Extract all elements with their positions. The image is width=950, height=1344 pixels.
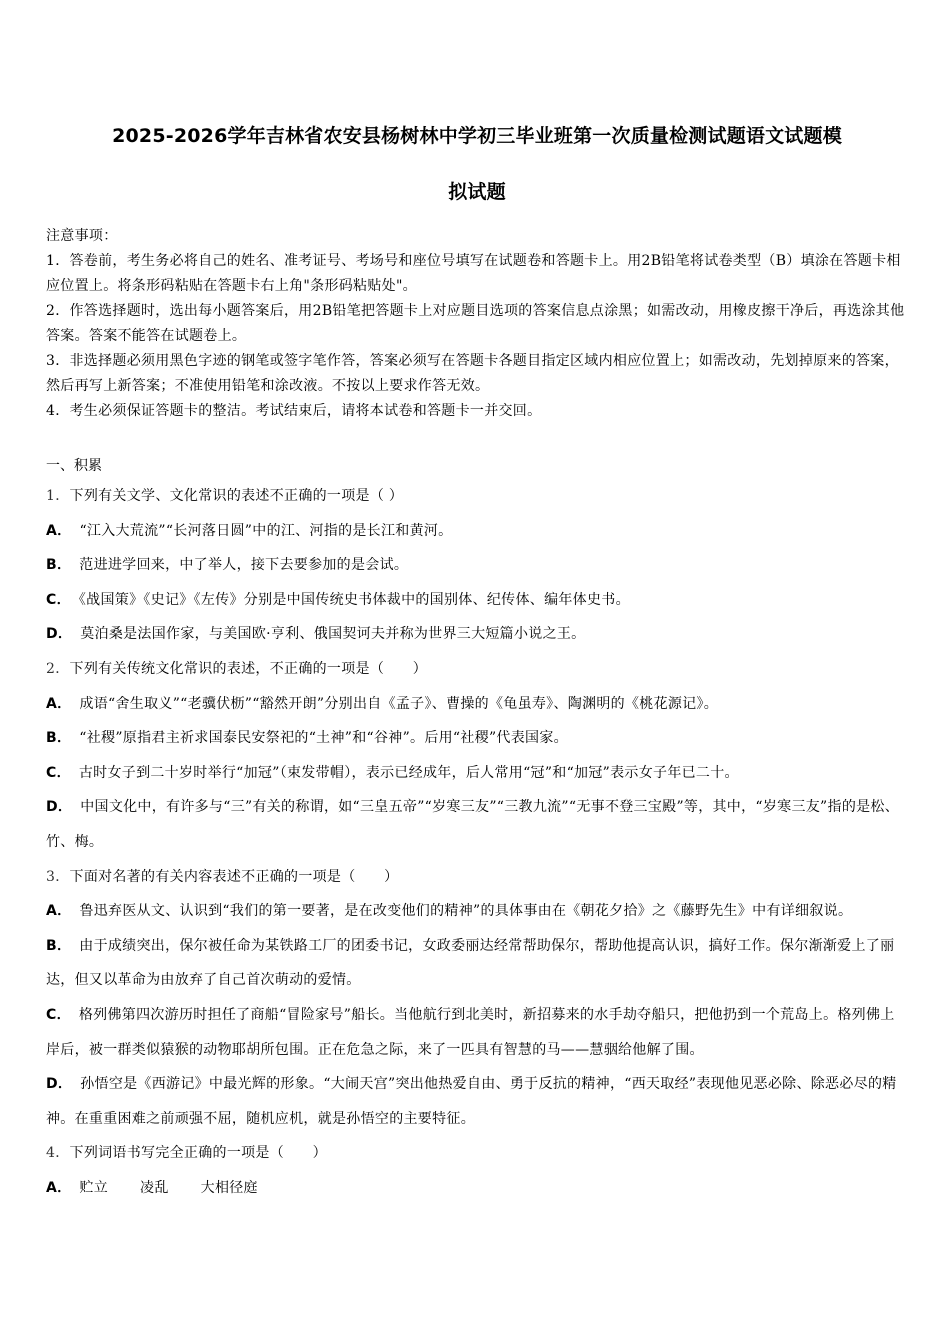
question-number: 1． [46,488,70,504]
question-stem [46,652,908,687]
option-word-3: 大相径庭 [200,1179,258,1196]
option-word-2: 凌乱 [140,1179,169,1196]
option-text: 莫泊桑是法国作家，与美国欧·亨利、俄国契诃夫并称为世界三大短篇小说之王。 [80,626,586,643]
exam-page [46,0,908,1205]
notice-item-3: 3．非选择题必须用黑色字迹的钢笔或签字笔作答，答案必须写在答题卡各题目指定区域内相应位置上；如需改动，先划掉原来的答案，然后再写上新答案；不准使用铅笔和涂改液。不按以上要求作答无效。 [46,353,899,394]
option-a [46,687,908,722]
question-stem [46,860,908,895]
notice-item-1: 1．答卷前，考生务必将自己的姓名、准考证号、考场号和座位号填写在试题卷和答题卡上。用2B铅笔将试卷类型（B）填涂在答题卡相应位置上。将条形码粘贴在答题卡右上角"条形码粘贴处"。 [46,253,901,294]
option-letter: D． [46,626,73,643]
section-heading: 一、积累 [46,458,102,474]
option-text: 成语“舍生取义”“老骥伏枥”“豁然开朗”分别出自《孟子》、曹操的《龟虽寿》、陶渊明的《桃花源记》。 [79,695,719,712]
question-4 [46,1136,908,1205]
option-letter: A． [46,522,72,539]
option-letter: D． [46,1076,73,1093]
option-text: 古时女子到二十岁时举行“加冠”（束发带帽），表示已经成年，后人常用“冠”和“加冠”表示女子年已二十。 [78,764,739,781]
title-line-2: 拟试题 [448,181,506,203]
option-d [46,617,908,652]
question-1 [46,479,908,652]
question-3 [46,860,908,1137]
option-d [46,1067,908,1136]
question-number: 3． [46,868,70,885]
option-text: 孙悟空是《西游记》中最光辉的形象。“大闹天宫”突出他热爱自由、勇于反抗的精神，“西天取经”表现他见恶必除、除恶必尽的精神。在重重困难之前顽强不屈，随机应机，就是孙悟空的主要特征。 [46,1076,897,1127]
document-title [46,0,908,220]
option-a [46,894,908,929]
question-number: 2． [46,660,70,677]
option-b [46,548,908,583]
option-text: “江入大荒流”“长河落日圆”中的江、河指的是长江和黄河。 [79,522,453,539]
option-letter: A． [46,1179,72,1196]
option-letter: D． [46,799,73,816]
option-b [46,929,908,998]
option-text: “社稷”原指君主祈求国泰民安祭祀的“土神”和“谷神”。后用“社稷”代表国家。 [79,730,568,747]
option-a [46,514,908,549]
option-letter: C． [46,1006,71,1023]
question-text: 下列词语书写完全正确的一项是（ ） [69,1145,327,1162]
option-word-1: 贮立 [79,1179,109,1196]
question-stem [46,479,908,514]
option-a [46,1171,908,1206]
option-c [46,583,908,618]
option-letter: B． [46,937,72,954]
option-d [46,790,908,859]
option-letter: B． [46,557,72,574]
option-letter: C． [46,591,71,608]
notice-heading: 注意事项： [46,228,118,244]
option-c [46,756,908,791]
option-text: 格列佛第四次游历时担任了商船“冒险家号”船长。当他航行到北美时，新招募来的水手劫夺船只，把他扔到一个荒岛上。格列佛上岸后，被一群类似猿猴的动物耶胡所包围。正在危急之际，来了一匹具有智慧的马——慧骃给他解了围。 [46,1006,895,1058]
option-letter: B． [46,730,72,747]
option-text: 范进进学回来，中了举人，接下去要参加的是会试。 [79,557,409,574]
question-text: 下面对名著的有关内容表述不正确的一项是（ ） [69,868,399,885]
option-letter: A． [46,695,72,712]
notice-item-2: 2．作答选择题时，选出每小题答案后，用2B铅笔把答题卡上对应题目选项的答案信息点涂黑；如需改动，用橡皮擦干净后，再选涂其他答案。答案不能答在试题卷上。 [46,303,905,344]
question-text: 下列有关文学、文化常识的表述不正确的一项是（ ） [69,488,404,504]
option-c [46,998,908,1067]
question-number: 4． [46,1145,70,1162]
notice-item-4: 4．考生必须保证答题卡的整洁。考试结束后，请将本试卷和答题卡一并交回。 [46,403,542,419]
option-letter: A． [46,903,72,920]
question-text: 下列有关传统文化常识的表述，不正确的一项是（ ） [69,660,428,677]
option-text: 由于成绩突出，保尔被任命为某铁路工厂的团委书记，女政委丽达经常帮助保尔，帮助他提高认识，搞好工作。保尔渐渐爱上了丽达，但又以革命为由放弃了自己首次萌动的爱情。 [46,937,895,989]
notice-block [46,224,908,424]
option-text: 中国文化中，有许多与“三”有关的称谓，如“三皇五帝”“岁寒三友”“三教九流”“无事不登三宝殿”等，其中，“岁寒三友”指的是松、竹、梅。 [46,799,900,850]
question-2 [46,652,908,860]
question-stem [46,1136,908,1171]
option-b [46,721,908,756]
title-line-1: 2025-2026学年吉林省农安县杨树林中学初三毕业班第一次质量检测试题语文试题模 [112,125,842,147]
option-letter: C． [46,764,71,781]
option-text: 《战国策》《史记》《左传》分别是中国传统史书体裁中的国别体、纪传体、编年体史书。 [78,591,630,608]
option-text: 鲁迅弃医从文、认识到“我们的第一要著，是在改变他们的精神”的具体事由在《朝花夕拾》之《藤野先生》中有详细叙说。 [79,903,853,920]
